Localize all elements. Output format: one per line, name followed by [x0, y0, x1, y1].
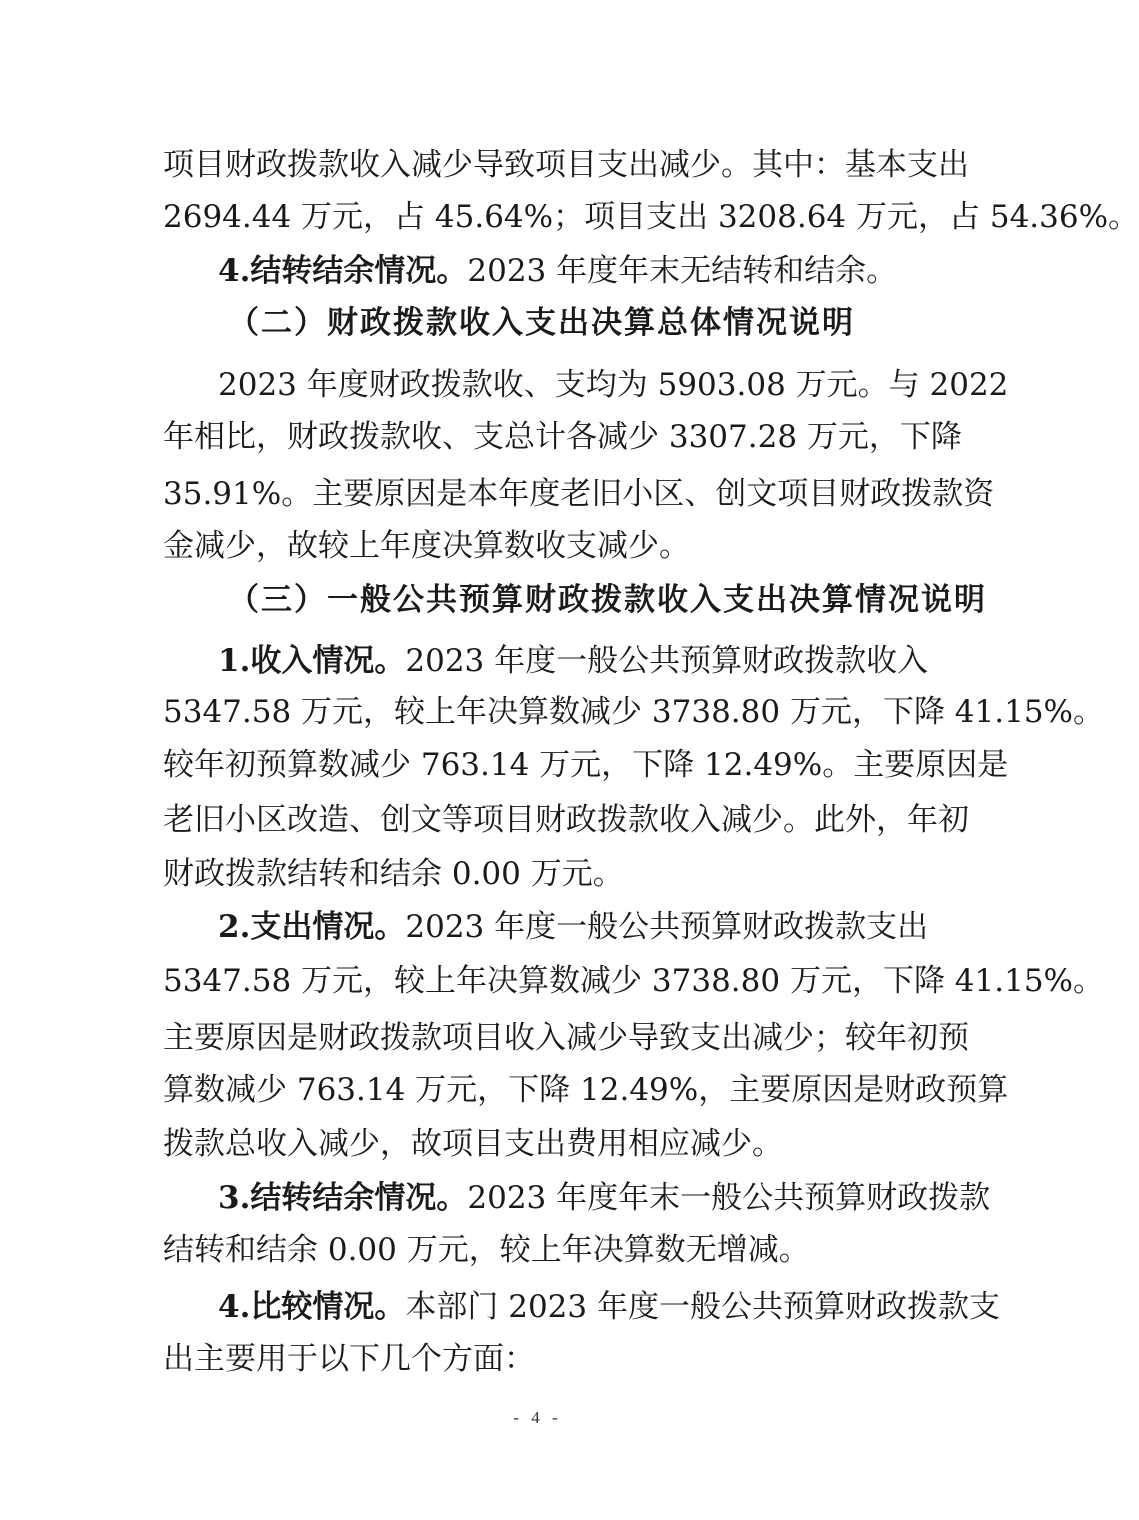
- paragraph-lead-bold: 4.比较情况。: [218, 1289, 406, 1325]
- paragraph-first-line: [218, 907, 929, 947]
- paragraph-lead-bold: 3.结转结余情况。: [218, 1180, 468, 1216]
- paragraph-line: 2023 年度财政拨款收、支均为 5903.08 万元。与 2022: [218, 367, 1009, 403]
- paragraph-line: 较年初预算数减少 763.14 万元，下降 12.49%。主要原因是: [163, 747, 1009, 783]
- paragraph-line: 5347.58 万元，较上年决算数减少 3738.80 万元，下降 41.15%。: [163, 694, 1105, 730]
- paragraph-lead-bold: 1.收入情况。: [218, 643, 406, 679]
- paragraph-first-line: [218, 1287, 1000, 1327]
- paragraph-line: 拨款总收入减少，故项目支出费用相应减少。: [163, 1126, 783, 1162]
- paragraph-lead-bold: 4.结转结余情况。: [218, 253, 468, 289]
- paragraph-line: 算数减少 763.14 万元，下降 12.49%，主要原因是财政预算: [163, 1072, 1009, 1108]
- paragraph-line: 结转和结余 0.00 万元，较上年决算数无增减。: [163, 1232, 810, 1268]
- paragraph-carryover: [218, 251, 913, 291]
- paragraph-first-line: [218, 1178, 991, 1218]
- paragraph-lead-bold: 2.支出情况。: [218, 909, 406, 945]
- page-number: - 4 -: [513, 1408, 562, 1427]
- paragraph-line: 年相比，财政拨款收、支总计各减少 3307.28 万元，下降: [163, 419, 962, 455]
- paragraph-text: 本部门 2023 年度一般公共预算财政拨款支: [405, 1289, 1000, 1325]
- paragraph-text: 2023 年度年末无结转和结余。: [467, 253, 898, 289]
- paragraph-line: 主要原因是财政拨款项目收入减少导致支出减少；较年初预: [163, 1020, 969, 1056]
- paragraph-text: 2023 年度一般公共预算财政拨款支出: [405, 909, 929, 945]
- section-heading: （二）财政拨款收入支出决算总体情况说明: [228, 305, 855, 341]
- paragraph-text: 2023 年度年末一般公共预算财政拨款: [467, 1180, 991, 1216]
- paragraph-first-line: [218, 641, 929, 681]
- paragraph-line: 老旧小区改造、创文等项目财政拨款收入减少。此外，年初: [163, 802, 969, 838]
- paragraph-line: 项目财政拨款收入减少导致项目支出减少。其中：基本支出: [163, 147, 969, 183]
- section-heading: （三）一般公共预算财政拨款收入支出决算情况说明: [228, 582, 987, 618]
- paragraph-text: 2023 年度一般公共预算财政拨款收入: [405, 643, 929, 679]
- paragraph-line: 35.91%。主要原因是本年度老旧小区、创文项目财政拨款资: [163, 476, 995, 512]
- paragraph-line: 财政拨款结转和结余 0.00 万元。: [163, 856, 624, 892]
- paragraph-line: 5347.58 万元，较上年决算数减少 3738.80 万元，下降 41.15%。: [163, 963, 1105, 999]
- paragraph-line: 金减少，故较上年度决算数收支减少。: [163, 528, 690, 564]
- paragraph-line: 出主要用于以下几个方面：: [163, 1341, 535, 1377]
- paragraph-line: 2694.44 万元，占 45.64%；项目支出 3208.64 万元，占 54.36%。: [163, 199, 1139, 235]
